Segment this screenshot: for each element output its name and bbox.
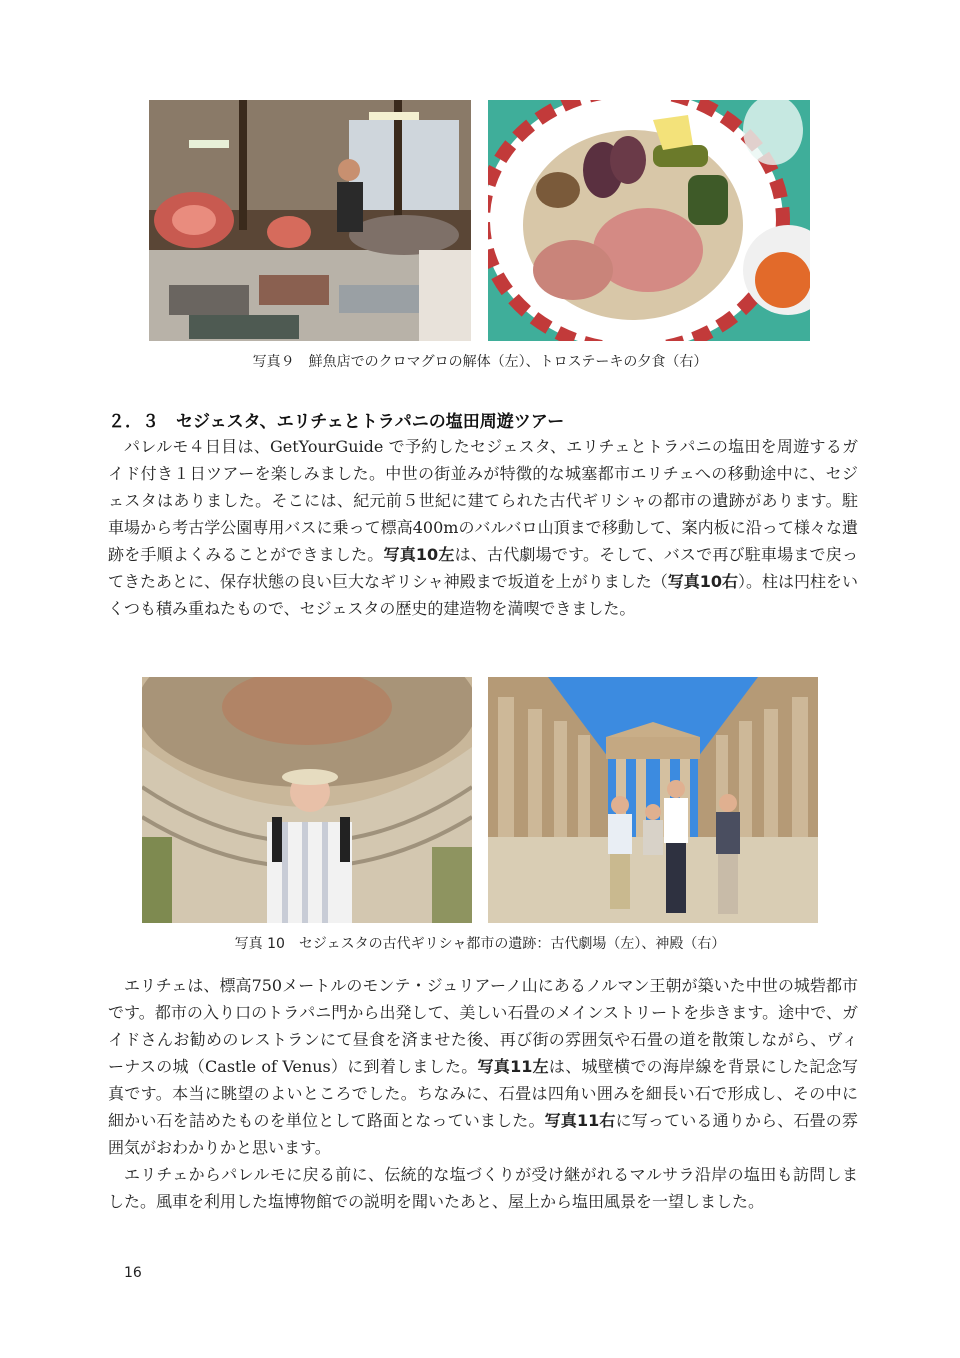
para2-text-2: は、城壁横での海岸線を背景にした記念写真です。本当に眺望のよいところでした。ちなみに、石畳は四角い囲みを細長い石で形成し、その中に細かい石を詰めたものを単位として路面となっていました。 xyxy=(108,1057,858,1130)
figure10-caption: 写真 10 セジェスタの古代ギリシャ都市の遺跡：古代劇場（左）、神殿（右） xyxy=(234,936,726,952)
photo10-right-ref: 写真10右 xyxy=(667,572,738,591)
para2-body xyxy=(108,972,858,1161)
para1-text-2: は、古代劇場です。そして、バスで再び駐車場まで戻ってきたあとに、保存状態の良い巨大なギリシャ神殿まで坂道を上がりました（ xyxy=(108,545,858,591)
para1-body xyxy=(108,433,858,622)
section-heading: ２．３ セジェスタ、エリチェとトラパニの塩田周遊ツアー xyxy=(108,412,565,432)
para2-text-3: に写っている通りから、石畳の雰囲気がおわかりかと思います。 xyxy=(108,1111,858,1157)
section-paragraph-2 xyxy=(108,972,858,1215)
section-paragraph-1 xyxy=(108,433,858,622)
photo11-left-ref: 写真11左 xyxy=(477,1057,549,1076)
greek-temple-photo xyxy=(488,677,818,923)
ancient-theatre-photo xyxy=(142,677,472,923)
para2-text-1: エリチェは、標高750メートルのモンテ・ジュリアーノ山にあるノルマン王朝が築いた中世の城砦都市です。都市の入り口のトラパニ門から出発して、美しい石畳のメインストリートを歩きます。途中で、ガイドさんお勧めのレストランにて昼食を済ませた後、再び街の雰囲気や石畳の道を散策しながら、ヴィーナスの城（Castle of Venus）に到着しました。 xyxy=(108,976,858,1076)
toro-steak-dinner-photo xyxy=(488,100,810,341)
para1-text-1: パレルモ４日目は、GetYourGuide で予約したセジェスタ、エリチェとトラパニの塩田を周遊するガイド付き１日ツアーを楽しみました。中世の街並みが特徴的な城塞都市エリチェへの移動途中に、セジェスタはありました。そこには、紀元前５世紀に建てられた古代ギリシャの都市の遺跡があります。駐車場から考古学公園専用バスに乗って標高400mのバルバロ山頂まで移動して、案内板に沿って様々な遺跡を手順よくみることができました。 xyxy=(108,437,858,564)
para1-text-3: ）。柱は円柱をいくつも積み重ねたもので、セジェスタの歴史的建造物を満喫できました。 xyxy=(108,572,858,618)
para3-body: エリチェからパレルモに戻る前に、伝統的な塩づくりが受け継がれるマルサラ沿岸の塩田も訪問しました。風車を利用した塩博物館での説明を聞いたあと、屋上から塩田風景を一望しました。 xyxy=(108,1165,858,1211)
fish-market-photo xyxy=(149,100,471,341)
photo10-left-ref: 写真10左 xyxy=(383,545,455,564)
photo11-right-ref: 写真11右 xyxy=(544,1111,616,1130)
page-number: 16 xyxy=(124,1265,142,1281)
figure9-caption: 写真９ 鮮魚店でのクロマグロの解体（左）、トロステーキの夕食（右） xyxy=(252,354,708,370)
